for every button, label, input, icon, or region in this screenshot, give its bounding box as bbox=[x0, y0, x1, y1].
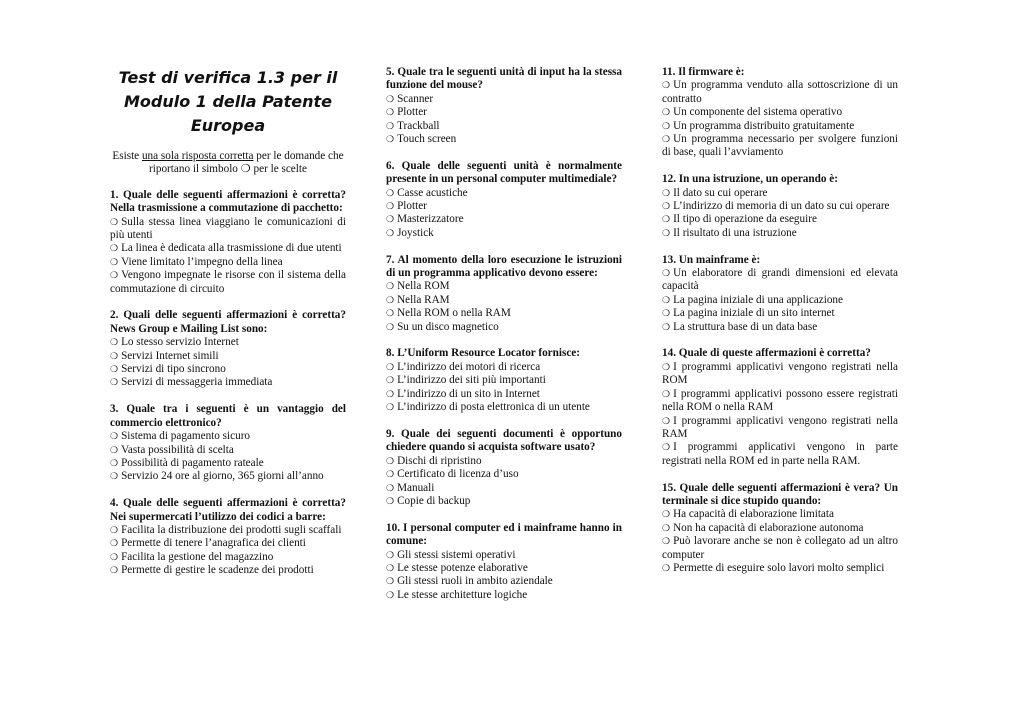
answer-option[interactable]: ❍ Plotter bbox=[386, 106, 622, 119]
answer-option[interactable]: ❍ Permette di tenere l’anagrafica dei clienti bbox=[110, 537, 346, 550]
answer-option[interactable]: ❍ L’indirizzo dei siti più importanti bbox=[386, 374, 622, 387]
question-block bbox=[662, 347, 898, 468]
question-text: 11. Il firmware è: bbox=[662, 66, 745, 78]
answer-option[interactable]: ❍ Ha capacità di elaborazione limitata bbox=[662, 508, 898, 521]
question-text: 13. Un mainframe è: bbox=[662, 253, 761, 266]
column-3 bbox=[662, 66, 898, 589]
answer-option[interactable]: ❍ Viene limitato l’impegno della linea bbox=[110, 256, 346, 269]
answer-option[interactable]: ❍ I programmi applicativi possono essere registrati nella ROM o nella RAM bbox=[662, 388, 898, 415]
answer-option[interactable]: ❍ Un componente del sistema operativo bbox=[662, 106, 898, 119]
question-block bbox=[386, 522, 622, 602]
page-title: Test di verifica 1.3 per il Modulo 1 della Patente Europea bbox=[118, 68, 338, 135]
question-text: 10. I personal computer ed i mainframe hanno in comune: bbox=[386, 521, 622, 548]
answer-option[interactable]: ❍ Plotter bbox=[386, 200, 622, 213]
answer-option[interactable]: ❍ Il dato su cui operare bbox=[662, 187, 898, 200]
answer-option[interactable]: ❍ I programmi applicativi vengono in parte registrati nella ROM ed in parte nella RAM. bbox=[662, 441, 898, 468]
instructions-after: per le domande che riportano il simbolo ❍ per le scelte bbox=[149, 150, 344, 176]
answer-option[interactable]: ❍ Joystick bbox=[386, 227, 622, 240]
answer-option[interactable]: ❍ Sistema di pagamento sicuro bbox=[110, 430, 346, 443]
question-block bbox=[662, 173, 898, 240]
question-text: 12. In una istruzione, un operando è: bbox=[662, 173, 838, 186]
answer-option[interactable]: ❍ Trackball bbox=[386, 120, 622, 133]
answer-option[interactable]: ❍ La pagina iniziale di un sito internet bbox=[662, 307, 898, 320]
answer-option[interactable]: ❍ Gli stessi sistemi operativi bbox=[386, 549, 622, 562]
column-2 bbox=[386, 66, 622, 616]
answer-option[interactable]: ❍ Lo stesso servizio Internet bbox=[110, 336, 346, 349]
question-text: 15. Quale delle seguenti affermazioni è vera? Un terminale si dice stupido quando: bbox=[662, 481, 898, 507]
answer-option[interactable]: ❍ Manuali bbox=[386, 482, 622, 495]
answer-option[interactable]: ❍ Servizi di messaggeria immediata bbox=[110, 376, 346, 389]
answer-option[interactable]: ❍ La linea è dedicata alla trasmissione di due utenti bbox=[110, 242, 346, 255]
answer-option[interactable]: ❍ Permette di gestire le scadenze dei prodotti bbox=[110, 564, 346, 577]
question-text: 2. Quali delle seguenti affermazioni è corretta? News Group e Mailing List sono: bbox=[110, 309, 346, 335]
answer-option[interactable]: ❍ L’indirizzo di posta elettronica di un utente bbox=[386, 401, 622, 414]
question-block bbox=[386, 347, 622, 414]
answer-option[interactable]: ❍ Vasta possibilità di scelta bbox=[110, 444, 346, 457]
answer-option[interactable]: ❍ L’indirizzo di memoria di un dato su cui operare bbox=[662, 200, 898, 213]
question-text: 9. Quale dei seguenti documenti è opportuno chiedere quando si acquista software usato? bbox=[386, 427, 622, 454]
question-block bbox=[110, 403, 346, 483]
answer-option[interactable]: ❍ I programmi applicativi vengono registrati nella RAM bbox=[662, 415, 898, 442]
answer-option[interactable]: ❍ Può lavorare anche se non è collegato ad un altro computer bbox=[662, 535, 898, 562]
answer-option[interactable]: ❍ Facilita la distribuzione dei prodotti sugli scaffali bbox=[110, 524, 346, 537]
question-text: 1. Quale delle seguenti affermazioni è corretta? Nella trasmissione a commutazione di pacchetto: bbox=[110, 188, 346, 215]
answer-option[interactable]: ❍ Dischi di ripristino bbox=[386, 455, 622, 468]
question-text: 8. L’Uniform Resource Locator fornisce: bbox=[386, 347, 580, 360]
answer-option[interactable]: ❍ Sulla stessa linea viaggiano le comunicazioni di più utenti bbox=[110, 216, 346, 243]
answer-option[interactable]: ❍ La struttura base di un data base bbox=[662, 321, 898, 334]
answer-option[interactable]: ❍ Un programma necessario per svolgere funzioni di base, quali l’avviamento bbox=[662, 133, 898, 160]
question-block bbox=[386, 66, 622, 146]
answer-option[interactable]: ❍ Copie di backup bbox=[386, 495, 622, 508]
answer-option[interactable]: ❍ Le stesse potenze elaborative bbox=[386, 562, 622, 575]
answer-option[interactable]: ❍ Un programma distribuito gratuitamente bbox=[662, 120, 898, 133]
answer-option[interactable]: ❍ Touch screen bbox=[386, 133, 622, 146]
answer-option[interactable]: ❍ Un programma venduto alla sottoscrizione di un contratto bbox=[662, 79, 898, 106]
question-text: 6. Quale delle seguenti unità è normalmente presente in un personal computer multimediale? bbox=[386, 159, 622, 186]
answer-option[interactable]: ❍ L’indirizzo di un sito in Internet bbox=[386, 388, 622, 401]
instructions bbox=[110, 150, 346, 177]
answer-option[interactable]: ❍ Nella ROM o nella RAM bbox=[386, 307, 622, 320]
answer-option[interactable]: ❍ Servizio 24 ore al giorno, 365 giorni all’anno bbox=[110, 470, 346, 483]
question-block bbox=[110, 189, 346, 296]
answer-option[interactable]: ❍ Servizi di tipo sincrono bbox=[110, 363, 346, 376]
question-block bbox=[386, 428, 622, 508]
answer-option[interactable]: ❍ Certificato di licenza d’uso bbox=[386, 468, 622, 481]
answer-option[interactable]: ❍ Nella RAM bbox=[386, 294, 622, 307]
question-list bbox=[110, 189, 346, 578]
question-block bbox=[110, 309, 346, 389]
question-text: 4. Quale delle seguenti affermazioni è corretta? Nei supermercati l’utilizzo dei codici a barre: bbox=[110, 497, 346, 523]
question-text: 3. Quale tra i seguenti è un vantaggio del commercio elettronico? bbox=[110, 403, 346, 429]
answer-option[interactable]: ❍ Un elaboratore di grandi dimensioni ed elevata capacità bbox=[662, 267, 898, 294]
answer-option[interactable]: ❍ Il tipo di operazione da eseguire bbox=[662, 213, 898, 226]
answer-option[interactable]: ❍ Gli stessi ruoli in ambito aziendale bbox=[386, 575, 622, 588]
answer-option[interactable]: ❍ La pagina iniziale di una applicazione bbox=[662, 294, 898, 307]
answer-option[interactable]: ❍ Possibilità di pagamento rateale bbox=[110, 457, 346, 470]
answer-option[interactable]: ❍ Casse acustiche bbox=[386, 187, 622, 200]
answer-option[interactable]: ❍ Servizi Internet simili bbox=[110, 350, 346, 363]
answer-option[interactable]: ❍ Scanner bbox=[386, 93, 622, 106]
answer-option[interactable]: ❍ Vengono impegnate le risorse con il sistema della commutazione di circuito bbox=[110, 269, 346, 296]
question-text: 7. Al momento della loro esecuzione le istruzioni di un programma applicativo devono essere: bbox=[386, 253, 622, 280]
answer-option[interactable]: ❍ Il risultato di una istruzione bbox=[662, 227, 898, 240]
instructions-underlined: una sola risposta corretta bbox=[141, 150, 254, 162]
answer-option[interactable]: ❍ Nella ROM bbox=[386, 280, 622, 293]
answer-option[interactable]: ❍ Masterizzatore bbox=[386, 213, 622, 226]
question-block bbox=[386, 254, 622, 334]
question-list bbox=[386, 66, 622, 602]
answer-option[interactable]: ❍ Permette di eseguire solo lavori molto semplici bbox=[662, 562, 898, 575]
question-block bbox=[386, 160, 622, 240]
question-block bbox=[110, 497, 346, 577]
question-text: 14. Quale di queste affermazioni è corretta? bbox=[662, 347, 871, 360]
question-block bbox=[662, 66, 898, 160]
answer-option[interactable]: ❍ Su un disco magnetico bbox=[386, 321, 622, 334]
answer-option[interactable]: ❍ Non ha capacità di elaborazione autonoma bbox=[662, 522, 898, 535]
question-block bbox=[662, 254, 898, 334]
answer-option[interactable]: ❍ L’indirizzo dei motori di ricerca bbox=[386, 361, 622, 374]
answer-option[interactable]: ❍ Le stesse architetture logiche bbox=[386, 589, 622, 602]
question-list bbox=[662, 66, 898, 575]
answer-option[interactable]: ❍ I programmi applicativi vengono registrati nella ROM bbox=[662, 361, 898, 388]
answer-option[interactable]: ❍ Facilita la gestione del magazzino bbox=[110, 551, 346, 564]
question-text: 5. Quale tra le seguenti unità di input ha la stessa funzione del mouse? bbox=[386, 66, 622, 92]
column-1 bbox=[110, 66, 346, 591]
instructions-before: Esiste bbox=[112, 150, 142, 162]
question-block bbox=[662, 482, 898, 576]
